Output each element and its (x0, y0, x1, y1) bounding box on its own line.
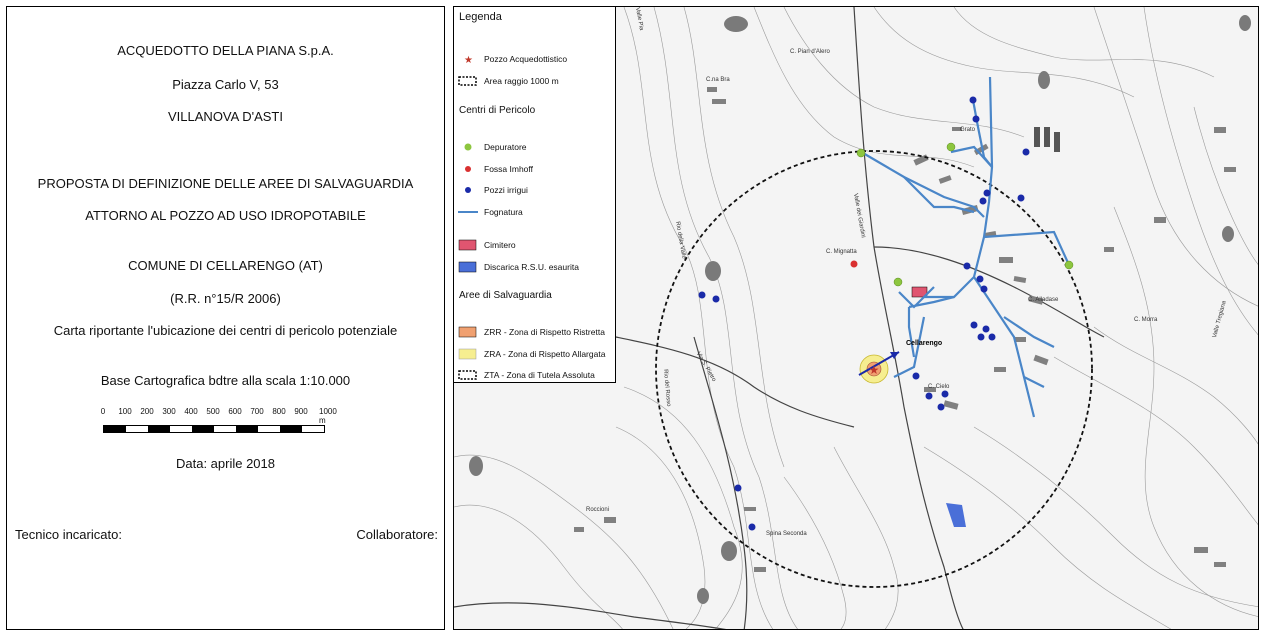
legend-heading-safeguard: Aree di Salvaguardia (459, 290, 552, 301)
stream-label: Valle Pia (634, 7, 645, 31)
place-label: Grato (960, 127, 976, 133)
red-dot-icon (458, 163, 478, 175)
base-map-info: Base Cartografica bdtre alla scala 1:10.000 (100, 373, 351, 388)
scale-tick: 200 (140, 407, 154, 416)
dashed-box-icon (458, 75, 478, 87)
scale-tick: 700 (250, 407, 264, 416)
legend-item-zta (454, 369, 614, 381)
legend-label: Depuratore (484, 142, 527, 152)
legend-item-well (454, 53, 614, 65)
legend-title: Legenda (459, 11, 502, 23)
company-city: VILLANOVA D'ASTI (168, 109, 283, 124)
svg-text:★: ★ (464, 55, 473, 65)
buildings (574, 87, 1236, 572)
legend-label: ZRA - Zona di Rispetto Allargata (484, 349, 606, 359)
company-address: Piazza Carlo V, 53 (172, 77, 279, 92)
stream-label: Rio del Rosso (662, 369, 672, 407)
place-label: Spina Seconda (766, 531, 807, 537)
legend-label: Area raggio 1000 m (484, 76, 559, 86)
scale-tick: 800 (272, 407, 286, 416)
place-label: C. Cielo (928, 384, 950, 390)
legend-label: Fognatura (484, 207, 523, 217)
legend-label: Pozzo Acquedottistico (484, 54, 568, 64)
collaborator-label: Collaboratore: (356, 527, 438, 542)
star-icon (458, 53, 478, 65)
road-label: Via S. Pietro (694, 351, 717, 383)
map-description: Carta riportante l'ubicazione dei centri di pericolo potenziale (53, 323, 398, 338)
municipality: COMUNE DI CELLARENGO (AT) (128, 258, 323, 273)
blue-box-icon (458, 261, 478, 273)
place-label: Roccioni (586, 507, 610, 513)
stream-label: Valle Tregiana (1212, 300, 1228, 339)
pozzi-irrigui-markers (699, 97, 1030, 531)
green-dot-icon (458, 141, 478, 153)
pink-box-icon (458, 239, 478, 251)
legend-label: Fossa Imhoff (484, 164, 533, 174)
legend-label: Cimitero (484, 240, 516, 250)
scale-tick: 1000 m (319, 407, 337, 425)
place-label: C. Alladase (1028, 297, 1059, 303)
legend-label: ZRR - Zona di Rispetto Ristretta (484, 327, 605, 337)
legend-item-cimitero (454, 239, 614, 251)
scale-tick: 0 (100, 407, 106, 416)
town-label: Cellarengo (906, 340, 943, 347)
scale-tick: 600 (228, 407, 242, 416)
scale-tick: 400 (184, 407, 198, 416)
legend-label: Discarica R.S.U. esaurita (484, 262, 579, 272)
scale-tick: 100 (118, 407, 132, 416)
legend-item-discarica (454, 261, 614, 273)
yellow-box-icon (458, 348, 478, 360)
scale-tick-labels (95, 407, 355, 425)
blue-dot-icon (458, 184, 478, 196)
legend-item-fognatura (454, 206, 614, 218)
dashed-box-icon (458, 369, 478, 381)
legend-item-fossa (454, 163, 614, 175)
proposal-line-1: PROPOSTA DI DEFINIZIONE DELLE AREE DI SALVAGUARDIA (37, 176, 414, 191)
place-label: C. Pian d'Alero (790, 49, 830, 55)
company-name: ACQUEDOTTO DELLA PIANA S.p.A. (117, 43, 334, 58)
place-label: C.na Bra (706, 77, 730, 83)
legend-item-radius (454, 75, 614, 87)
legend-item-pozzi (454, 184, 614, 196)
proposal-line-2: ATTORNO AL POZZO AD USO IDROPOTABILE (85, 208, 366, 223)
scale-bar-graphic (103, 425, 325, 433)
date: Data: aprile 2018 (175, 456, 275, 471)
legend-item-zrr (454, 326, 614, 338)
stream-label: Rio della Valle (674, 221, 687, 260)
legend-label: Pozzi irrigui (484, 185, 528, 195)
scale-tick: 300 (162, 407, 176, 416)
map-panel (453, 6, 1259, 630)
technician-label: Tecnico incaricato: (15, 527, 122, 542)
legend-item-zra (454, 348, 614, 360)
title-panel (6, 6, 445, 630)
legend-item-depuratore (454, 141, 614, 153)
fossa-imhoff-marker (851, 261, 858, 268)
legend-panel (454, 7, 616, 383)
scale-tick: 500 (206, 407, 220, 416)
regulation: (R.R. n°15/R 2006) (170, 291, 281, 306)
scale-tick: 900 (294, 407, 308, 416)
well-star-marker: ★ (868, 363, 880, 377)
scale-bar (95, 407, 355, 437)
place-label: C. Mignatta (826, 249, 857, 255)
orange-box-icon (458, 326, 478, 338)
legend-heading-hazards: Centri di Pericolo (459, 105, 536, 116)
legend-label: ZTA - Zona di Tutela Assoluta (484, 370, 595, 380)
blue-line-icon (458, 206, 478, 218)
road-label: Valle dei Giardini (852, 193, 866, 239)
place-label: C. Morra (1134, 317, 1158, 323)
discarica-area (946, 503, 966, 527)
